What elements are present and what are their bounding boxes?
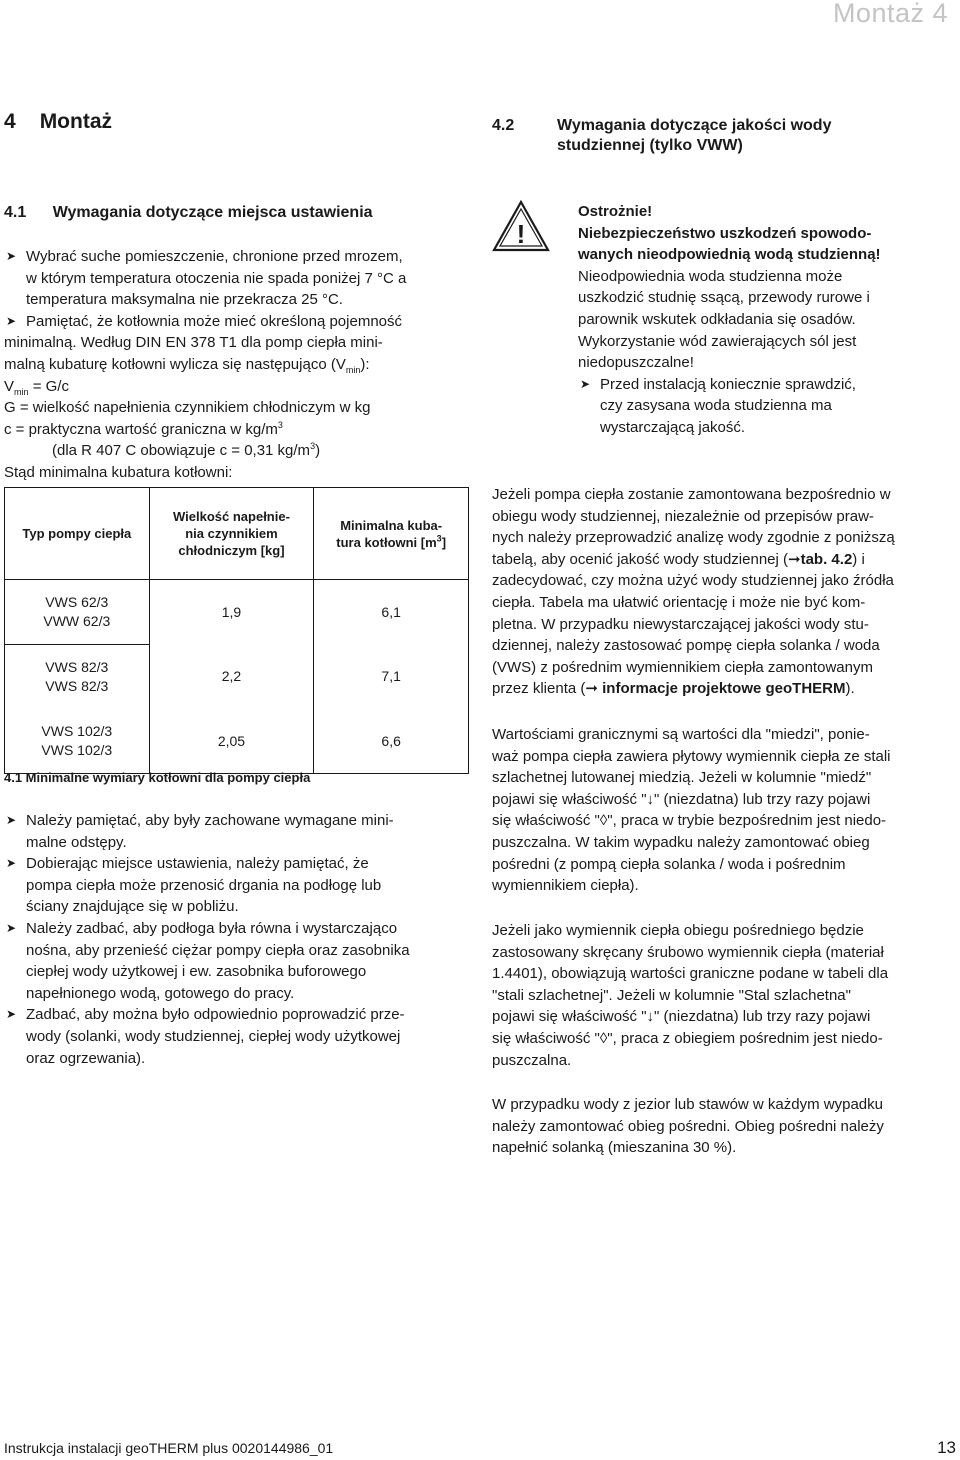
table-header-fill [149, 488, 314, 580]
header-line: Minimalna kuba- [340, 517, 443, 533]
bullet-arrow-icon: ➤ [580, 376, 591, 391]
section-4-2-title [557, 116, 831, 156]
title-line: studziennej (tylko VWW) [557, 137, 743, 154]
text-line [492, 678, 958, 700]
type-line: VWS 102/3 [41, 723, 113, 739]
placement-bullets [4, 810, 474, 1069]
text-line: Przed instalacją koniecznie sprawdzić, [600, 375, 856, 393]
text-line: 1.4401), obowiązują wartości graniczne podane w tabeli dla [492, 965, 889, 983]
formula-line [4, 376, 474, 398]
table-reference-link[interactable]: tab. 4.2 [800, 550, 853, 568]
text-line: się właściwość "◊", praca z obiegiem pośrednim jest niedo- [492, 1029, 883, 1047]
bullet-item [4, 918, 474, 1004]
text-span: malną kubaturę kotłowni wylicza się następująco (V [4, 355, 346, 373]
text-span: V [4, 377, 15, 395]
bullet-item [578, 374, 958, 439]
text-line: pletna. W przypadku niewystarczającej jakości wody stu- [492, 615, 869, 633]
bullet-item [4, 311, 474, 333]
text-line [4, 354, 474, 376]
text-line: puszczalna. W takim wypadku należy zamontować obieg [492, 833, 870, 851]
cell-volume: 6,1 [314, 580, 469, 645]
text-line [4, 440, 474, 462]
text-span: ) i [852, 550, 865, 568]
text-span: tabelą, aby ocenić jakość wody studziennej ( [492, 550, 789, 568]
text-line: puszczalna. [492, 1051, 572, 1069]
warning-text-line: niedopuszczalne! [578, 354, 694, 372]
paragraph-water-analysis [492, 484, 958, 700]
warning-text-line: parownik wskutek odkładania się osadów. [578, 310, 856, 328]
warning-subtitle-line: wanych nieodpowiednią wodą studzienną! [578, 246, 881, 264]
text-line: Dobierając miejsce ustawienia, należy pamiętać, że [26, 855, 369, 873]
text-line: zadecydować, czy można użyć wody studziennej jako źródła [492, 572, 894, 590]
text-span: ] [441, 534, 447, 550]
paragraph-limits-copper [492, 724, 958, 897]
text-line: napełnionego wodą, gotowego do pracy. [26, 984, 295, 1002]
cell-volume: 6,6 [314, 709, 469, 774]
warning-subtitle-line: Niebezpieczeństwo uszkodzeń spowodo- [578, 224, 872, 242]
text-line: nych należy przeprowadzić analizę wody zgodnie z poniższą [492, 529, 895, 547]
text-line: Zadbać, aby można było odpowiednio poprowadzić prze- [26, 1006, 405, 1024]
warning-glyph: ! [516, 219, 526, 249]
text-line: Stąd minimalna kubatura kotłowni: [4, 463, 233, 481]
text-line: (VWS) z pośrednim wymiennikiem ciepła zamontowanym [492, 658, 873, 676]
warning-text-line: Wykorzystanie wód zawierających sól jest [578, 332, 857, 350]
cell-fill: 2,05 [149, 709, 314, 774]
text-line: szlachetnej lutowanej miedzią. Jeżeli w kolumnie "miedź" [492, 769, 872, 787]
warning-triangle-icon [492, 200, 550, 252]
text-span: tura kotłowni [m [336, 534, 437, 550]
section-4-1-heading [4, 203, 373, 223]
subscript: min [345, 364, 361, 375]
text-line: pompa ciepła może przenosić drgania na podłogę lub [26, 876, 382, 894]
title-line: Wymagania dotyczące jakości wody [557, 117, 832, 134]
warning-title: Ostrożnie! [578, 203, 653, 220]
section-4-1-number: 4.1 [4, 204, 27, 221]
text-line: wody (solanki, wody studziennej, ciepłej wody użytkowej [26, 1027, 401, 1045]
header-line: nia czynnikiem [185, 526, 278, 541]
paragraph-lakes [492, 1094, 958, 1159]
section-4-1-title: Wymagania dotyczące miejsca ustawienia [52, 204, 373, 221]
text-line: dziennej, należy zastosować pompę ciepła solanka / woda [492, 637, 880, 655]
chapter-number: 4 [4, 110, 16, 133]
text-line: oraz ogrzewania). [26, 1049, 146, 1067]
text-span: przez klienta ( [492, 680, 586, 698]
bullet-arrow-icon: ➤ [6, 920, 17, 935]
bullet-arrow-icon: ➤ [6, 856, 17, 871]
text-line: ciepła. Tabela ma ułatwić orientację i może nie być kom- [492, 593, 866, 611]
warning-box [578, 201, 958, 439]
footer-text: Instrukcja instalacji geoTHERM plus 0020144986_01 [4, 1440, 334, 1456]
text-line: Wartościami granicznymi są wartości dla "miedzi", ponie- [492, 726, 870, 743]
superscript: 3 [277, 419, 283, 430]
type-line: VWS 62/3 [45, 594, 109, 610]
text-line: G = wielkość napełnienia czynnikiem chłodniczym w kg [4, 399, 371, 417]
text-line: wystarczającą jakość. [600, 418, 746, 436]
text-line: wymiennikiem ciepła). [492, 877, 639, 895]
warning-text-line: uszkodzić studnię ssącą, przewody rurowe i [578, 289, 870, 307]
text-line: ściany znajdujące się w pobliżu. [26, 898, 239, 916]
superscript: 3 [310, 441, 316, 452]
text-line [492, 549, 958, 571]
bullet-item [4, 1004, 474, 1069]
warning-text-line: Nieodpowiednia woda studzienna może [578, 267, 843, 285]
text-line: W przypadku wody z jezior lub stawów w każdym wypadku [492, 1096, 883, 1113]
section-4-1-body [4, 246, 474, 484]
text-line [4, 419, 474, 441]
doc-reference-link[interactable]: informacje projektowe geoTHERM [602, 680, 846, 698]
text-line: Pamiętać, że kotłownia może mieć określoną pojemność [26, 312, 403, 330]
text-line: nośna, aby przenieść ciężar pompy ciepła oraz zasobnika [26, 941, 410, 959]
text-line: zastosowany skręcany śrubowo wymiennik ciepła (materiał [492, 943, 884, 961]
text-line: czy zasysana woda studzienna ma [600, 397, 832, 415]
section-4-2-number: 4.2 [492, 117, 515, 134]
text-line: się właściwość "◊", praca w trybie bezpośrednim jest niedo- [492, 812, 887, 830]
header-line: Wielkość napełnie- [173, 509, 290, 524]
text-line: pośredni (z pompą ciepła solanka / woda i pośrednim [492, 855, 846, 873]
text-line: obiegu wody studziennej, niezależnie od przepisów praw- [492, 507, 874, 525]
type-line: VWW 62/3 [43, 613, 111, 629]
cell-type [5, 709, 150, 774]
text-line: pojawi się właściwość "↓" (niezdatna) lub trzy razy pojawi [492, 1008, 871, 1026]
paragraph-limits-steel [492, 920, 958, 1071]
table-caption: 4.1 Minimalne wymiary kotłowni dla pompy ciepła [4, 770, 311, 785]
text-line: w którym temperatura otoczenia nie spada poniżej 7 °C a [26, 269, 407, 287]
text-line: należy zamontować obieg pośredni. Obieg pośredni należy [492, 1117, 884, 1135]
bullet-item [4, 853, 474, 918]
chapter-title: Montaż [39, 110, 113, 133]
reference-arrow-icon: ➞ [585, 680, 598, 698]
subscript: min [14, 386, 29, 397]
text-line: malne odstępy. [26, 833, 127, 851]
room-volume-table [4, 487, 469, 774]
reference-arrow-icon: ➞ [788, 550, 801, 568]
page-number: 13 [937, 1438, 956, 1457]
text-span: = G/c [28, 377, 69, 395]
table-header-type: Typ pompy ciepła [5, 488, 150, 580]
text-span: c = praktyczna wartość graniczna w kg/m [4, 420, 278, 438]
table-row [5, 709, 469, 774]
table-header-volume [314, 488, 469, 580]
text-span: ). [845, 680, 855, 698]
text-line: Jeżeli jako wymiennik ciepła obiegu pośredniego będzie [492, 922, 864, 939]
text-line: "stali szlachetnej". Jeżeli w kolumnie "Stal szlachetna" [492, 986, 851, 1004]
table-row [5, 645, 469, 710]
type-line: VWS 82/3 [45, 678, 109, 694]
text-line: minimalną. Według DIN EN 378 T1 dla pomp ciepła mini- [4, 334, 383, 352]
text-line: Należy pamiętać, aby były zachowane wymagane mini- [26, 812, 394, 829]
bullet-item [4, 246, 474, 311]
text-line: Wybrać suche pomieszczenie, chronione przed mrozem, [26, 248, 403, 265]
header-line: chłodniczym [kg] [178, 543, 285, 558]
header-line [318, 534, 464, 551]
cell-volume: 7,1 [314, 645, 469, 710]
type-line: VWS 82/3 [45, 659, 109, 675]
cell-type [5, 645, 150, 710]
text-span: ): [360, 355, 370, 373]
text-span: ) [315, 442, 321, 460]
running-header: Montaż 4 [832, 0, 948, 28]
text-line: pojawi się właściwość "↓" (niezdatna) lub trzy razy pojawi [492, 790, 871, 808]
text-line: napełnić solanką (mieszanina 30 %). [492, 1139, 737, 1157]
table-row [5, 580, 469, 645]
superscript: 3 [436, 533, 442, 544]
bullet-arrow-icon: ➤ [6, 313, 17, 328]
chapter-heading [4, 110, 112, 134]
cell-fill: 1,9 [149, 580, 314, 645]
bullet-arrow-icon: ➤ [6, 1007, 17, 1022]
bullet-arrow-icon: ➤ [6, 249, 17, 263]
text-line: temperatura maksymalna nie przekracza 25 °C. [26, 291, 343, 309]
cell-fill: 2,2 [149, 645, 314, 710]
text-line: Jeżeli pompa ciepła zostanie zamontowana bezpośrednio w [492, 486, 891, 503]
text-line: ciepłej wody użytkowej i ew. zasobnika buforowego [26, 963, 367, 981]
cell-type [5, 580, 150, 645]
bullet-item [4, 810, 474, 853]
text-line: Należy zadbać, aby podłoga była równa i wystarczająco [26, 919, 398, 937]
text-span: (dla R 407 C obowiązuje c = 0,31 kg/m [52, 442, 311, 460]
bullet-arrow-icon: ➤ [6, 813, 17, 827]
type-line: VWS 102/3 [41, 742, 113, 758]
section-4-2-heading [492, 116, 832, 154]
text-line: waż pompa ciepła zawiera płytowy wymiennik ciepła ze stali [492, 747, 891, 765]
